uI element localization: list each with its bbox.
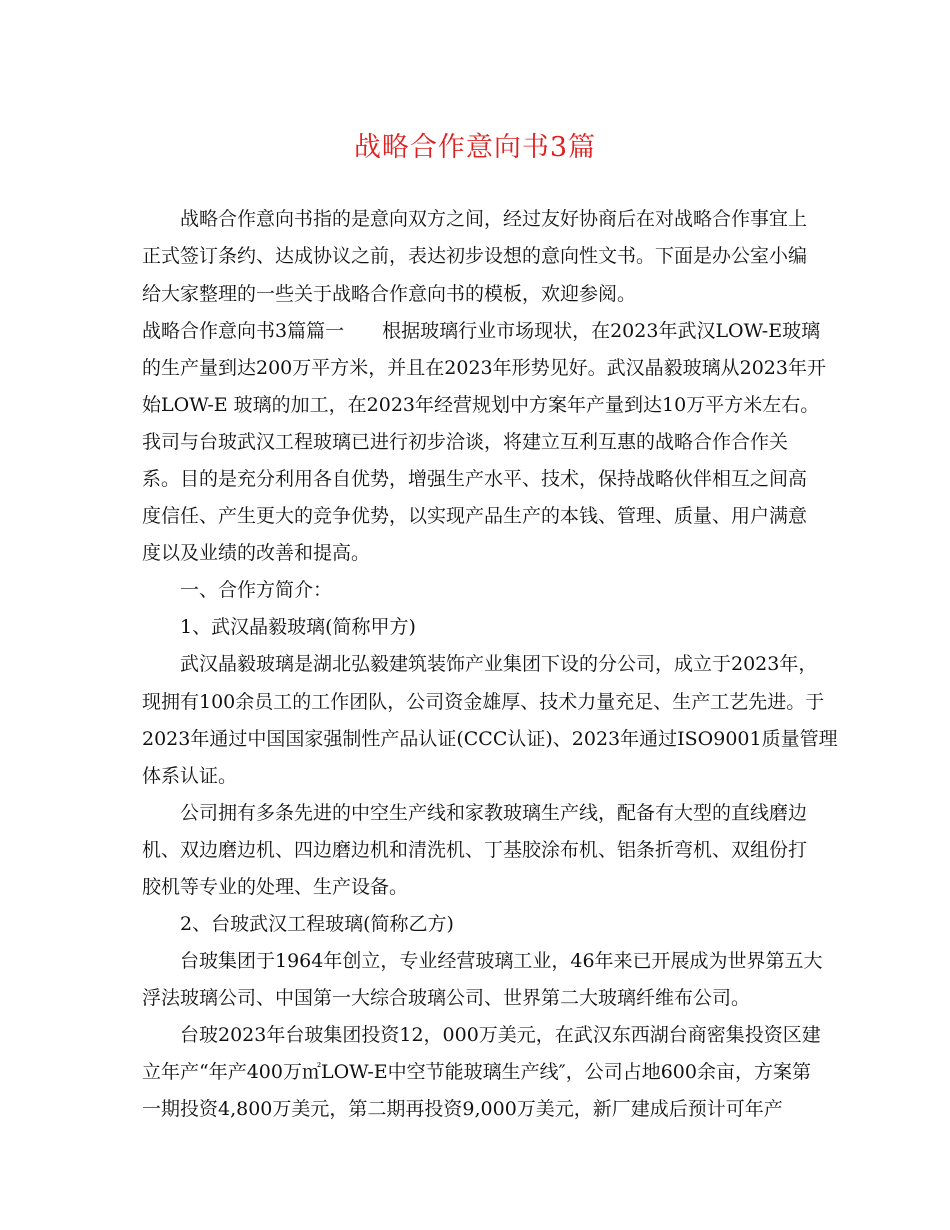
paragraph-line: 胶机等专业的处理、生产设备。 — [142, 876, 409, 898]
paragraph-line: 体系认证。 — [142, 765, 238, 787]
paragraph-line: 度以及业绩的改善和提高。 — [142, 542, 371, 564]
paragraph-line: 台玻集团于1964年创立，专业经营玻璃工业，46年来已开展成为世界第五大 — [180, 950, 823, 972]
paragraph-line: 立年产“年产400万㎡LOW-E中空节能玻璃生产线″，公司占地600余亩，方案第 — [142, 1061, 811, 1083]
paragraph-line: 浮法玻璃公司、中国第一大综合玻璃公司、世界第二大玻璃纤维布公司。 — [142, 987, 751, 1009]
paragraph-line: 正式签订条约、达成协议之前，表达初步设想的意向性文书。下面是办公室小编 — [142, 245, 808, 267]
paragraph-line: 武汉晶毅玻璃是湖北弘毅建筑装饰产业集团下设的分公司，成立于2023年， — [180, 653, 818, 675]
paragraph-line: 度信任、产生更大的竞争优势，以实现产品生产的本钱、管理、质量、用户满意 — [142, 505, 808, 527]
paragraph-line: 台玻2023年台玻集团投资12，000万美元，在武汉东西湖台商密集投资区建 — [180, 1024, 821, 1046]
paragraph-line: 2023年通过中国国家强制性产品认证(CCC认证)、2023年通过ISO9001质量管理 — [142, 728, 838, 750]
paragraph-line: 系。目的是充分利用各自优势，增强生产水平、技术，保持战略伙伴相互之间高 — [142, 468, 808, 490]
paragraph-line: 的生产量到达200万平方米，并且在2023年形势见好。武汉晶毅玻璃从2023年开 — [142, 357, 826, 379]
paragraph-line: 给大家整理的一些关于战略合作意向书的模板，欢迎参阅。 — [142, 283, 637, 305]
paragraph-line: 一期投资4,800万美元，第二期再投资9,000万美元，新厂建成后预计可年产 — [142, 1098, 783, 1120]
paragraph-line: 现拥有100余员工的工作团队，公司资金雄厚、技术力量充足、生产工艺先进。于 — [142, 691, 825, 713]
paragraph-line: 始LOW-E 玻璃的加工，在2023年经营规划中方案年产量到达10万平方米左右。 — [142, 394, 820, 416]
paragraph-line: 我司与台玻武汉工程玻璃已进行初步洽谈，将建立互利互惠的战略合作合作关 — [142, 431, 789, 453]
section-heading: 一、合作方简介： — [180, 579, 333, 601]
paragraph-line: 公司拥有多条先进的中空生产线和家教玻璃生产线，配备有大型的直线磨边 — [180, 802, 808, 824]
paragraph-line: 战略合作意向书3篇篇一 根据玻璃行业市场现状，在2023年武汉LOW-E玻璃 — [142, 320, 821, 342]
subsection-heading: 1、武汉晶毅玻璃(简称甲方) — [180, 616, 416, 638]
subsection-heading: 2、台玻武汉工程玻璃(简称乙方) — [180, 913, 454, 935]
paragraph-line: 战略合作意向书指的是意向双方之间，经过友好协商后在对战略合作事宜上 — [180, 208, 808, 230]
paragraph-line: 机、双边磨边机、四边磨边机和清洗机、丁基胶涂布机、铝条折弯机、双组份打 — [142, 839, 808, 861]
document-title: 战略合作意向书3篇 — [353, 132, 597, 163]
